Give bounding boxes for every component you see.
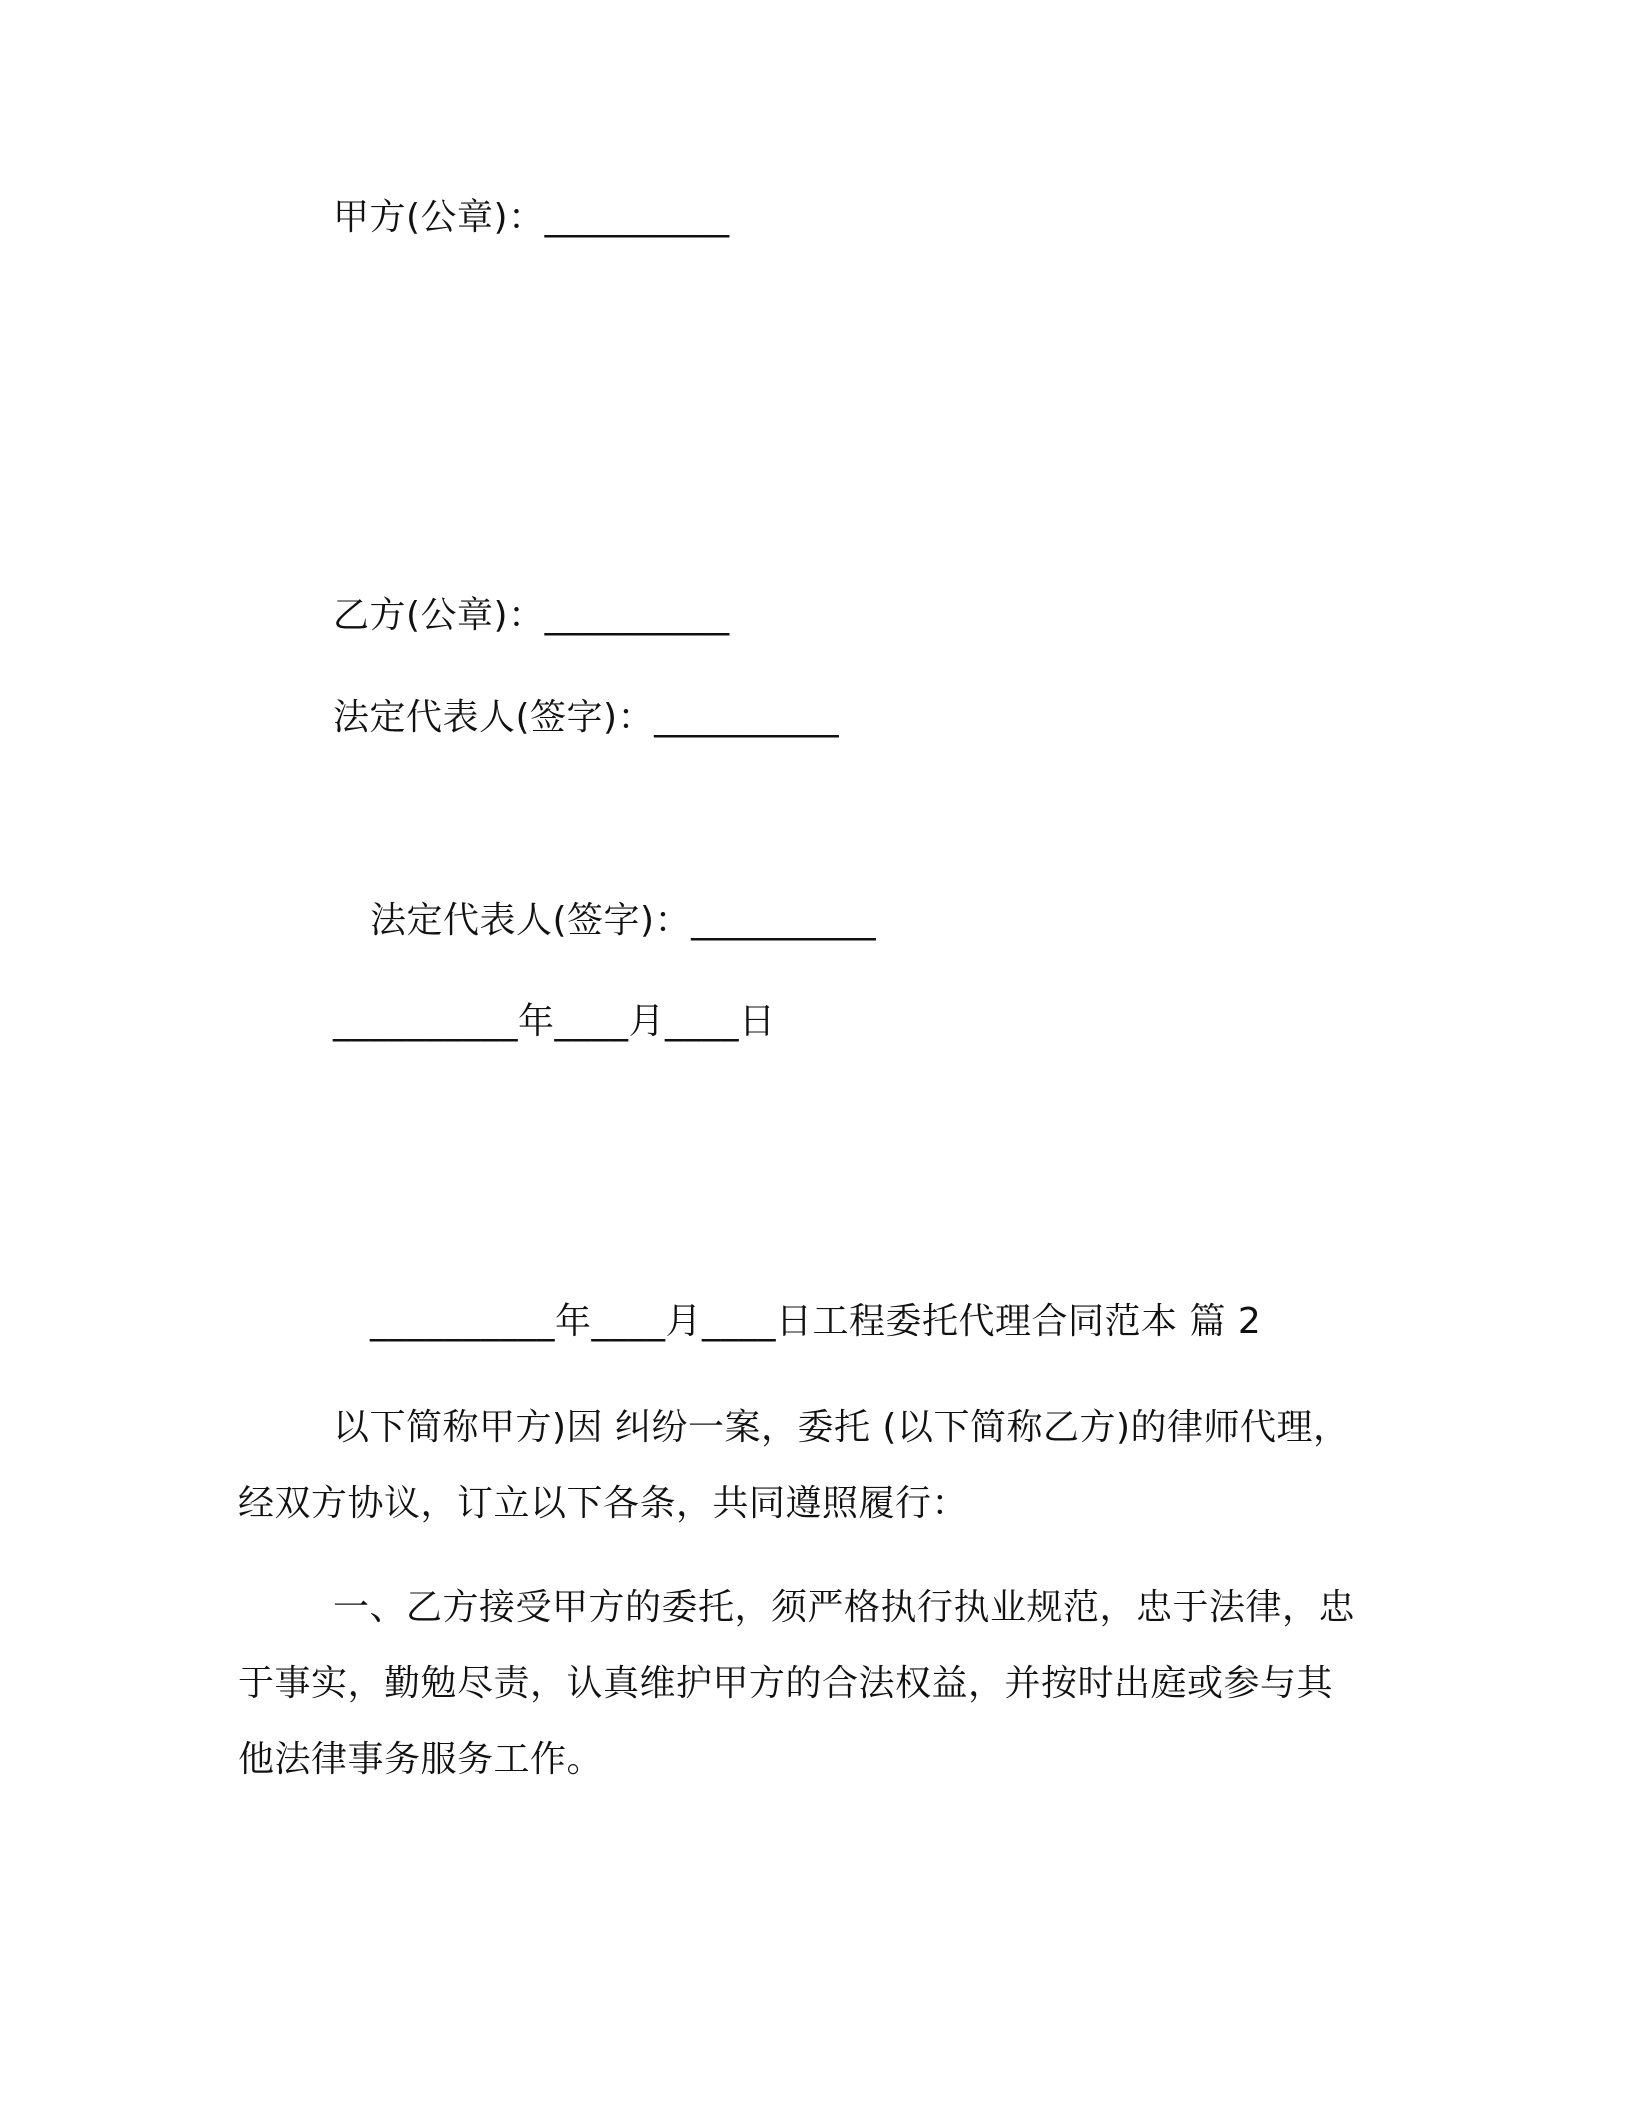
intro-paragraph-line: 经双方协议，订立以下各条，共同遵照履行： bbox=[238, 1483, 969, 1524]
party-b-seal-line: 乙方(公章)：__________ bbox=[333, 595, 730, 636]
date-line: __________年____月____日 bbox=[333, 1001, 776, 1042]
party-a-seal-line: 甲方(公章)：__________ bbox=[333, 197, 730, 238]
clause-paragraph-line: 他法律事务服务工作。 bbox=[238, 1739, 604, 1780]
section-heading: __________年____月____日工程委托代理合同范本 篇 2 bbox=[370, 1301, 1262, 1342]
clause-paragraph-line: 一、乙方接受甲方的委托，须严格执行执业规范，忠于法律，忠 bbox=[333, 1587, 1356, 1628]
legal-rep-signature-line: 法定代表人(签字)：__________ bbox=[333, 697, 840, 738]
legal-rep-signature-line: 法定代表人(签字)：__________ bbox=[370, 900, 877, 941]
intro-paragraph-line: 以下简称甲方)因 纠纷一案，委托 (以下简称乙方)的律师代理， bbox=[333, 1407, 1350, 1448]
clause-paragraph-line: 于事实，勤勉尽责，认真维护甲方的合法权益，并按时出庭或参与其 bbox=[238, 1663, 1334, 1704]
